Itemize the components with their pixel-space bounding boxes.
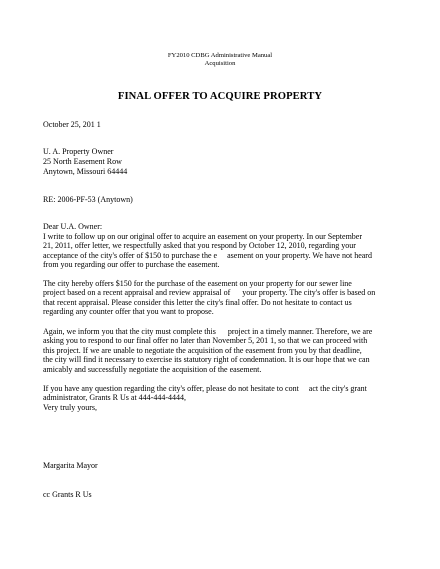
recipient-name: U. A. Property Owner (43, 147, 114, 156)
paragraph-2 (43, 279, 398, 317)
salutation: Dear U.A. Owner: (43, 222, 103, 231)
paragraph-line: that recent appraisal. Please consider this letter the city's final offer. Do not hesitate to contact us (43, 297, 352, 307)
paragraph-line: If you have any question regarding the city's offer, please do not hesitate to cont act the city's grant (43, 384, 367, 393)
manual-header: FY2010 CDBG Administrative Manual (167, 52, 273, 59)
section-header: Acquisition (204, 60, 236, 67)
letter-date: October 25, 201 1 (43, 120, 101, 129)
closing: Very truly yours, (43, 403, 97, 412)
signer-name: Margarita Mayor (43, 461, 98, 470)
paragraph-line: the city will find it necessary to exercise its statutory right of condemnation. It is our hope that we can (43, 355, 370, 365)
paragraph-line: administrator, Grants R Us at 444-444-4444, (43, 393, 186, 403)
paragraph-3 (43, 327, 398, 374)
cc-line: cc Grants R Us (43, 490, 92, 499)
paragraph-line: project based on a recent appraisal and review appraisal of your property. The city's offer is based on (43, 288, 376, 298)
reference-line: RE: 2006-PF-53 (Anytown) (43, 195, 133, 204)
paragraph-line: this project. If we are unable to negotiate the acquisition of the easement from you by that deadline, (43, 345, 362, 355)
letter-title: FINAL OFFER TO ACQUIRE PROPERTY (117, 91, 323, 102)
paragraph-4 (43, 384, 398, 403)
paragraph-line: asking you to respond to our final offer no later than November 5, 201 1, so that we can proceed with (43, 336, 368, 346)
paragraph-line: acceptance of the city's offer of $150 to purchase the e asement on your property. We have not heard (43, 250, 372, 260)
paragraph-line: amicably and successfully negotiate the acquisition of the easement. (43, 364, 262, 374)
recipient-city: Anytown, Missouri 64444 (43, 167, 128, 176)
recipient-street: 25 North Easement Row (43, 157, 122, 166)
paragraph-line: I write to follow up on our original offer to acquire an easement on your property. In our September (43, 232, 363, 241)
paragraph-line: regarding any counter offer that you want to propose. (43, 307, 214, 317)
paragraph-line: 21, 2011, offer letter, we respectfully asked that you respond by October 12, 2010, regarding your (43, 241, 356, 251)
paragraph-line: The city hereby offers $150 for the purchase of the easement on your property for our sewer line (43, 279, 352, 288)
paragraph-line: Again, we inform you that the city must complete this project in a timely manner. Therefore, we are (43, 327, 373, 336)
paragraph-1 (43, 232, 398, 270)
paragraph-line: from you regarding our offer to purchase the easement. (43, 260, 220, 270)
